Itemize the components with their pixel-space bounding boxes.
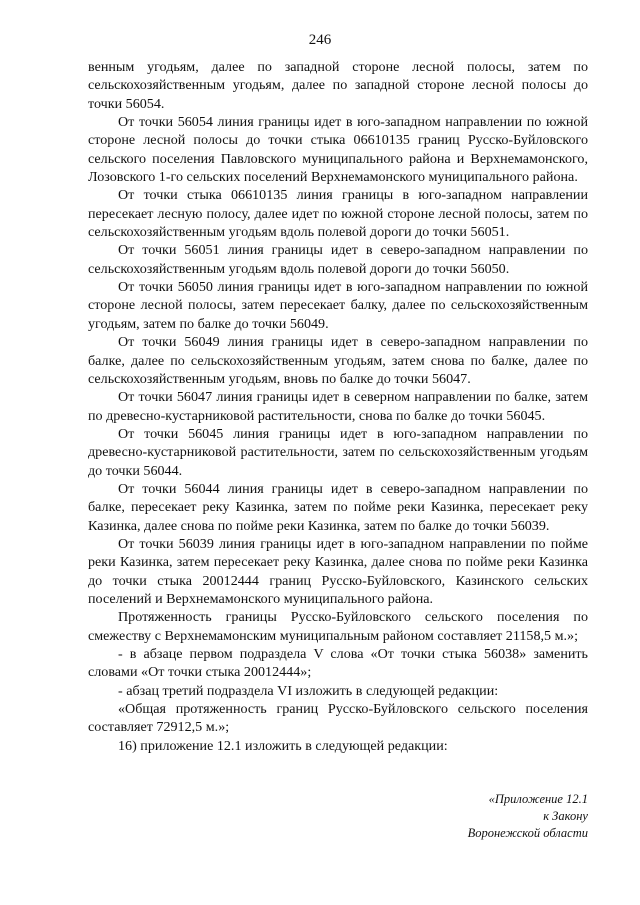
paragraph: От точки 56044 линия границы идет в северо-западном направлении по балке, пересекает реку Казинка, затем по пойме реки Казинка, пересекает реку Казинка, далее снова по пойме реки Казинка, затем по балке до точки 56039. [88, 480, 588, 534]
paragraph-continuation: венным угодьям, далее по западной стороне лесной полосы, затем по сельскохозяйственным угодьям, далее по западной стороне лесной полосы до точки 56054. [88, 59, 588, 112]
paragraph: - в абзаце первом подраздела V слова «От точки стыка 56038» заменить словами «От точки стыка 20012444»; [88, 646, 588, 681]
document-body [88, 58, 588, 755]
paragraph: От точки 56039 линия границы идет в юго-западном направлении по пойме реки Казинка, затем пересекает реку Казинка, далее снова по пойме реки Казинка до точки стыка 20012444 границ Русско-Буйловского, Казинского сельских поселений и Верхнемамонского муниципального района. [88, 535, 588, 607]
paragraph: От точки 56045 линия границы идет в юго-западном направлении по древесно-кустарниковой растительности, затем по сельскохозяйственным угодьям до точки 56044. [88, 425, 588, 479]
appendix-reference [368, 791, 588, 842]
paragraph: От точки стыка 06610135 линия границы в юго-западном направлении пересекает лесную полосу, далее идет по южной стороне лесной полосы, затем по сельскохозяйственным угодьям вдоль полевой дороги до точки 56051. [88, 187, 588, 241]
paragraph: От точки 56049 линия границы идет в северо-западном направлении по балке, далее по сельскохозяйственным угодьям, затем снова по балке, далее по сельскохозяйственным угодьям, вновь по балке до точки 56047. [88, 334, 588, 387]
appendix-reference-line: Воронежской области [467, 826, 588, 840]
paragraph: От точки 56050 линия границы идет в юго-западном направлении по южной стороне лесной полосы, затем пересекает балку, далее по сельскохозяйственным угодьям, затем по балке до точки 56049. [88, 279, 588, 332]
appendix-reference-line: к Закону [543, 809, 588, 823]
paragraph: Протяженность границы Русско-Буйловского сельского поселения по смежеству с Верхнемамонским муниципальным районом составляет 21158,5 м.»; [88, 609, 588, 644]
appendix-reference-line: «Приложение 12.1 [488, 792, 588, 806]
paragraph: От точки 56051 линия границы идет в северо-западном направлении по сельскохозяйственным угодьям вдоль полевой дороги до точки 56050. [88, 242, 588, 277]
paragraph: От точки 56047 линия границы идет в северном направлении по балке, затем по древесно-кустарниковой растительности, снова по балке до точки 56045. [88, 389, 588, 424]
paragraph: «Общая протяженность границ Русско-Буйловского сельского поселения составляет 72912,5 м.»; [88, 701, 588, 736]
paragraph: От точки 56054 линия границы идет в юго-западном направлении по южной стороне лесной полосы до точки стыка 06610135 границ Русско-Буйловского сельского поселения Павловского муниципального района и Верхнемамонского, Лозовского 1-го сельских поселений Верхнемамонского муниципального района. [88, 114, 588, 186]
paragraph: - абзац третий подраздела VI изложить в следующей редакции: [118, 682, 499, 699]
paragraph: 16) приложение 12.1 изложить в следующей редакции: [118, 737, 448, 754]
page-number: 246 [308, 32, 332, 48]
